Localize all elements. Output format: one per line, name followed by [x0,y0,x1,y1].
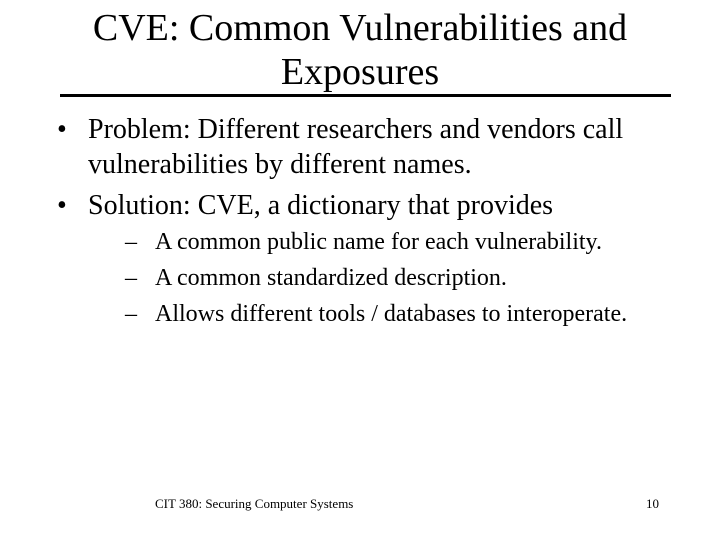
bullet-item-solution [57,188,697,329]
sub-bullet-item [125,227,697,257]
footer-course-title: CIT 380: Securing Computer Systems [155,496,354,511]
page-number: 10 [646,496,659,511]
bullet-marker: • [57,190,67,221]
sub-bullet-marker: – [125,301,137,327]
bullet-item-problem [57,112,697,182]
sub-bullet-item [125,263,697,293]
sub-bullet-text: Allows different tools / databases to interoperate. [155,301,628,327]
bullet-text: Problem: Different researchers and vendors call vulnerabilities by different names. [88,114,624,180]
sub-bullet-item [125,299,697,329]
slide-title: CVE: Common Vulnerabilities and Exposures [92,7,628,93]
sub-bullet-marker: – [125,229,137,255]
title-underline [60,94,671,97]
sub-bullet-list [88,227,697,329]
bullet-list [57,112,697,335]
bullet-marker: • [57,114,67,145]
bullet-text: Solution: CVE, a dictionary that provides [88,190,554,221]
sub-bullet-text: A common public name for each vulnerability. [155,229,602,255]
sub-bullet-text: A common standardized description. [155,265,507,291]
sub-bullet-marker: – [125,265,137,291]
